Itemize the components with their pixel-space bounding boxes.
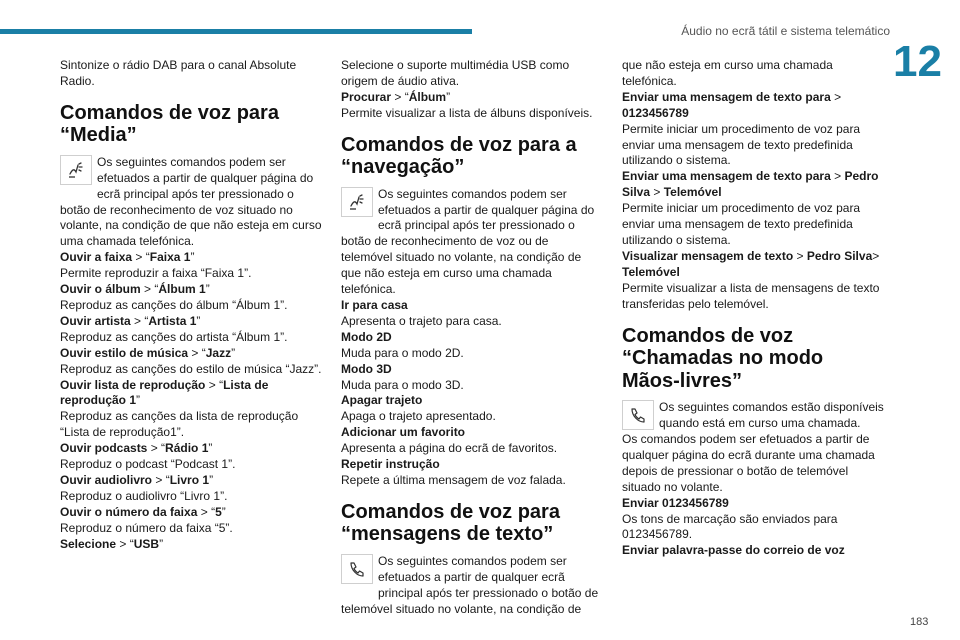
command-name: Selecione: [60, 536, 117, 551]
column-3: [622, 58, 884, 559]
quote-open: “: [219, 377, 224, 392]
column-2: [341, 58, 603, 617]
chapter-number: 12: [893, 37, 942, 86]
command-name: Visualizar mensagem de texto: [622, 248, 794, 263]
command-description: Muda para o modo 2D.: [341, 345, 464, 360]
heading-media: Comandos de voz para “Media”: [60, 101, 279, 147]
command-description: Reproduz as canções do artista “Álbum 1”.: [60, 329, 288, 344]
command-line: [622, 249, 884, 281]
command-argument: Telemóvel: [663, 185, 722, 200]
handsfree-paragraph: Os comandos podem ser efetuados a partir de qualquer página do ecrã durante uma chamada depois de pressionar o botão de telemóvel situado no volante.: [622, 432, 875, 494]
command-line: [60, 473, 322, 489]
command-name: Ir para casa: [341, 297, 408, 312]
note-media: Os seguintes comandos podem ser efetuados a partir de qualquer página do ecrã principal após ter pressionado o botão de reconhecimento de voz situado no volante, na condição de que não esteja em curso uma chamada telefónica.: [60, 154, 322, 249]
command-argument: Jazz: [205, 345, 232, 360]
note-handsfree: Os seguintes comandos estão disponíveis quando está em curso uma chamada.: [622, 400, 884, 432]
command-line: [60, 441, 322, 457]
command-line: [60, 346, 322, 362]
phone-icon: [622, 400, 654, 430]
note-navigation: Os seguintes comandos podem ser efetuados a partir de qualquer página do ecrã principal após ter pressionado o botão de reconhecimento de voz ou de telemóvel situado no volante, na condição de que não esteja em curso uma chamada telefónica.: [341, 186, 595, 297]
command-separator: >: [116, 536, 130, 551]
command-separator: >: [650, 185, 664, 200]
intro-text: Selecione o suporte multimédia USB como origem de áudio ativa.: [341, 58, 570, 88]
command-argument: Pedro Silva: [806, 248, 873, 263]
quote-open: “: [211, 504, 216, 519]
command-voicemail: Enviar palavra-passe do correio de voz: [622, 543, 845, 558]
command-name: Adicionar um favorito: [341, 425, 466, 440]
intro-text: Sintonize o rádio DAB para o canal Absolute Radio.: [60, 58, 297, 88]
command-line: [60, 314, 322, 330]
command-description: Reproduz as canções do estilo de música “Jazz”.: [60, 361, 322, 376]
quote-close: ”: [196, 313, 201, 328]
command-argument: 5: [215, 504, 222, 519]
quote-open: “: [145, 250, 150, 265]
quote-open: “: [201, 345, 206, 360]
command-description: Os tons de marcação são enviados para 0123456789.: [622, 511, 838, 542]
quote-close: ”: [208, 441, 213, 456]
header-accent-bar: [0, 29, 472, 34]
quote-close: ”: [205, 282, 210, 297]
command-name: Enviar uma mensagem de texto para: [622, 169, 831, 184]
command-argument: Pedro Silva: [622, 169, 879, 200]
command-line: [622, 169, 884, 201]
command-description: Permite visualizar a lista de álbuns disponíveis.: [341, 105, 593, 120]
command-name: Modo 2D: [341, 329, 392, 344]
navigation-commands-list: [341, 298, 603, 489]
command-name: Ouvir o número da faixa: [60, 504, 198, 519]
quote-open: “: [161, 441, 166, 456]
heading-handsfree: Comandos de voz “Chamadas no modo Mãos-livres”: [622, 324, 824, 392]
note-messages: Os seguintes comandos podem ser efetuados a partir de qualquer ecrã principal após ter pressionado o botão de telemóvel situado no volante, na condição de: [341, 553, 599, 616]
command-name: Ouvir estilo de música: [60, 345, 189, 360]
command-separator: >: [205, 377, 220, 392]
command-description: Apresenta a página do ecrã de favoritos.: [341, 441, 558, 456]
quote-close: ”: [209, 472, 214, 487]
command-name: Modo 3D: [341, 361, 392, 376]
command-line: [60, 282, 322, 298]
quote-open: “: [129, 536, 134, 551]
command-description: Reproduz as canções da lista de reprodução “Lista de reprodução1”.: [60, 409, 299, 440]
command-description: Permite iniciar um procedimento de voz para enviar uma mensagem de texto predefinida utilizando o sistema.: [622, 201, 861, 247]
command-description: Reproduz o audiolivro “Livro 1”.: [60, 488, 228, 503]
quote-close: ”: [136, 393, 141, 408]
quote-open: “: [154, 282, 159, 297]
command-separator: >: [152, 472, 166, 487]
command-name: Ouvir podcasts: [60, 441, 148, 456]
command-description: Permite visualizar a lista de mensagens de texto transferidas pelo telemóvel.: [622, 280, 880, 311]
quote-close: ”: [221, 504, 226, 519]
intro-text: que não esteja em curso uma chamada telefónica.: [622, 58, 833, 88]
command-name: Ouvir audiolivro: [60, 472, 153, 487]
command-separator: >: [147, 441, 162, 456]
quote-close: ”: [159, 536, 164, 551]
command-separator: >: [140, 282, 155, 297]
command-description: Repete a última mensagem de voz falada.: [341, 472, 566, 487]
command-separator: >: [188, 345, 202, 360]
command-argument: USB: [133, 536, 160, 551]
voice-command-icon: [60, 155, 92, 185]
command-procurar: Procurar > “Álbum”: [341, 89, 451, 104]
command-argument: Livro 1: [169, 472, 210, 487]
command-description: Permite iniciar um procedimento de voz para enviar uma mensagem de texto predefinida utilizando o sistema.: [622, 121, 861, 168]
command-description: Apresenta o trajeto para casa.: [341, 313, 502, 328]
command-name: Enviar uma mensagem de texto para: [622, 89, 831, 104]
media-commands-list: [60, 250, 322, 552]
command-description: Reproduz as canções do álbum “Álbum 1”.: [60, 297, 288, 312]
command-line: [60, 537, 322, 553]
command-argument: Rádio 1: [165, 441, 209, 456]
heading-messages: Comandos de voz para “mensagens de texto”: [341, 500, 560, 546]
command-separator: >: [830, 169, 845, 184]
command-separator: >: [130, 313, 145, 328]
command-description: Reproduz o podcast “Podcast 1”.: [60, 457, 236, 472]
command-name: Apagar trajeto: [341, 393, 423, 408]
command-separator: >: [793, 248, 807, 263]
command-description: Permite reproduzir a faixa “Faixa 1”.: [60, 266, 252, 281]
command-description: Reproduz o número da faixa “5”.: [60, 520, 233, 535]
page-number: 183: [910, 616, 929, 628]
command-argument: Álbum 1: [158, 282, 206, 297]
heading-navigation: Comandos de voz para a “navegação”: [341, 133, 577, 179]
command-name: Ouvir lista de reprodução: [60, 377, 206, 392]
command-description: Apaga o trajeto apresentado.: [341, 409, 496, 424]
command-line: [60, 250, 322, 266]
phone-icon: [341, 554, 373, 584]
command-separator: >: [830, 89, 842, 104]
command-name: Ouvir a faixa: [60, 250, 133, 265]
quote-close: ”: [231, 345, 236, 360]
quote-open: “: [165, 472, 170, 487]
command-argument: Artista 1: [148, 313, 197, 328]
column-1: [60, 58, 322, 552]
command-separator: >: [132, 250, 146, 265]
quote-close: ”: [190, 250, 195, 265]
command-argument: Faixa 1: [149, 250, 191, 265]
command-description: Muda para o modo 3D.: [341, 377, 464, 392]
command-name: Repetir instrução: [341, 457, 440, 472]
command-line: [60, 378, 322, 410]
command-argument: 0123456789: [622, 105, 689, 120]
command-argument: Telemóvel: [622, 264, 680, 279]
command-line: [60, 505, 322, 521]
command-name: Ouvir o álbum: [60, 282, 141, 297]
voice-command-icon: [341, 187, 373, 217]
command-separator: >: [197, 504, 212, 519]
command-separator: >: [872, 248, 880, 263]
message-commands-list: [622, 90, 884, 313]
command-argument: Lista de reprodução 1: [60, 377, 269, 408]
command-line: [622, 90, 884, 122]
command-enviar: Enviar 0123456789: [622, 495, 729, 510]
quote-open: “: [144, 313, 149, 328]
command-name: Ouvir artista: [60, 313, 131, 328]
section-title: Áudio no ecrã tátil e sistema telemático: [681, 24, 890, 38]
